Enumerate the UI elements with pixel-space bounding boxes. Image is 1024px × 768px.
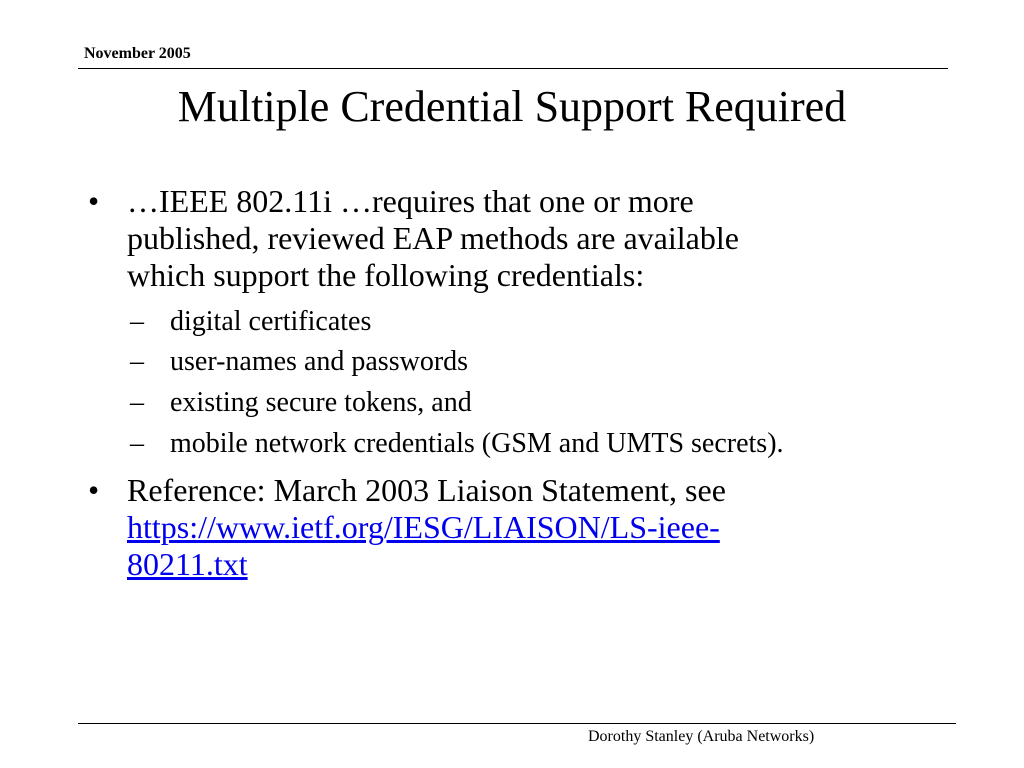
sub-bullet-marker: – xyxy=(130,387,144,418)
bullet-1-line-1: …IEEE 802.11i …requires that one or more xyxy=(127,183,694,219)
header-divider xyxy=(78,68,948,69)
bullet-item-2 xyxy=(127,472,726,583)
slide-title: Multiple Credential Support Required xyxy=(177,82,847,131)
sub-bullet-marker: – xyxy=(130,346,144,377)
footer-divider xyxy=(78,723,956,724)
bullet-marker: • xyxy=(88,472,100,508)
sub-item-secure-tokens: existing secure tokens, and xyxy=(170,387,472,418)
bullet-1-line-2: published, reviewed EAP methods are available xyxy=(127,220,739,256)
reference-link-line-2[interactable]: 80211.txt xyxy=(127,546,248,582)
sub-item-usernames-passwords: user-names and passwords xyxy=(170,346,469,377)
header-date: November 2005 xyxy=(84,45,191,62)
bullet-1-line-3: which support the following credentials: xyxy=(127,257,645,293)
bullet-2-text: Reference: March 2003 Liaison Statement, see xyxy=(127,472,726,508)
sub-bullet-marker: – xyxy=(130,428,144,459)
sub-item-digital-certificates: digital certificates xyxy=(170,306,372,337)
sub-bullet-marker: – xyxy=(130,306,144,337)
bullet-item-1 xyxy=(127,183,739,294)
bullet-marker: • xyxy=(88,183,100,219)
footer-author: Dorothy Stanley (Aruba Networks) xyxy=(588,728,815,745)
reference-link-line-1[interactable]: https://www.ietf.org/IESG/LIAISON/LS-ieee- xyxy=(127,509,720,545)
sub-item-mobile-credentials: mobile network credentials (GSM and UMTS secrets). xyxy=(170,428,784,459)
